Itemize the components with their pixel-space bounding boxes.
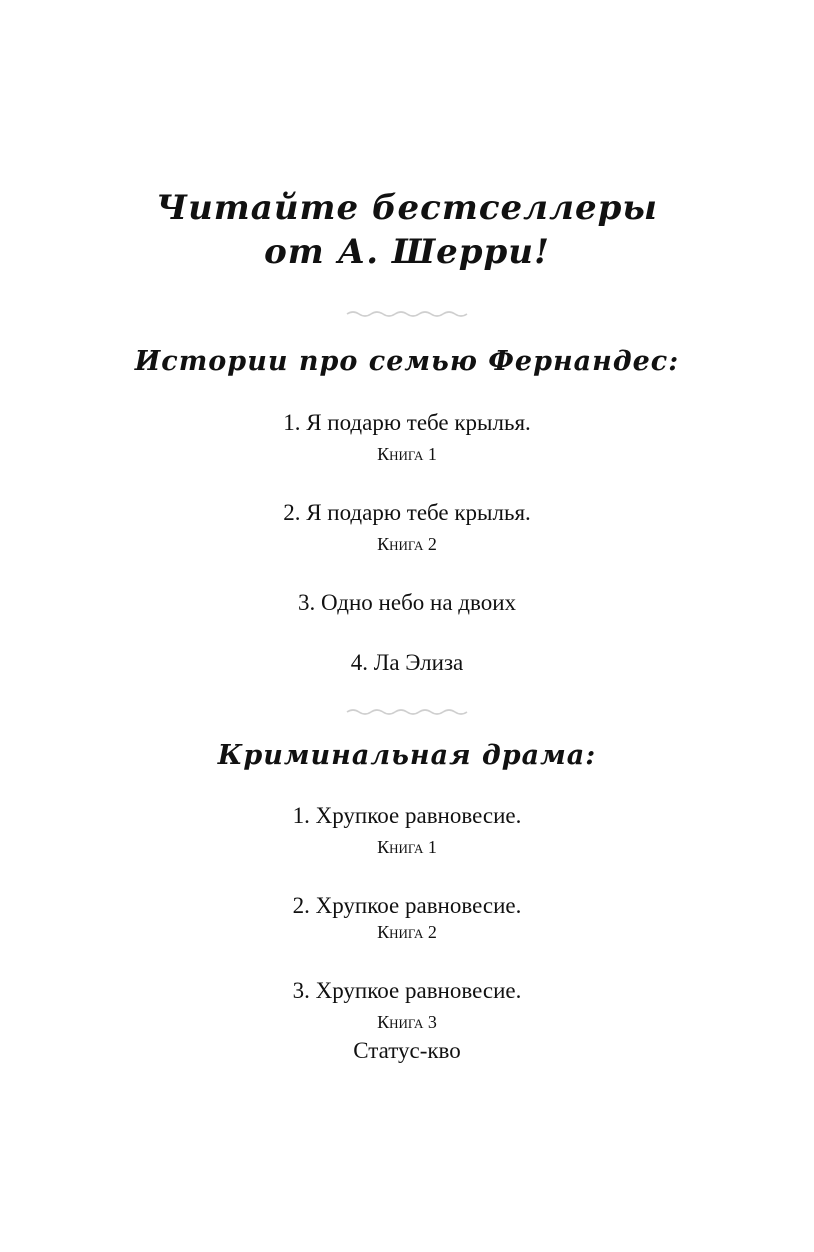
book-subtitle: Книга 1 (377, 837, 437, 857)
book-extra-title: Статус-кво (353, 1038, 461, 1063)
section-heading-fernandes: Истории про семью Фернандес: (134, 346, 680, 377)
wave-divider-icon (346, 309, 468, 319)
book-subtitle: Книга 3 (377, 1012, 437, 1032)
book-title: 3. Одно небо на двоих (297, 590, 517, 615)
title-line-1: Читайте бестселлеры (156, 188, 658, 228)
book-subtitle: Книга 1 (377, 444, 437, 464)
book-title: 3. Хрупкое равновесие. (292, 978, 522, 1003)
book-title: 2. Я подарю тебе крылья. (283, 500, 531, 525)
book-title: 1. Я подарю тебе крылья. (283, 410, 531, 435)
book-title: 1. Хрупкое равновесие. (292, 803, 522, 828)
section-heading-crime-drama: Криминальная драма: (217, 740, 597, 771)
wave-divider-icon (346, 707, 468, 717)
book-title: 2. Хрупкое равновесие. (292, 893, 522, 918)
book-subtitle: Книга 2 (377, 534, 437, 554)
title-line-2: от А. Шерри! (264, 232, 550, 272)
book-subtitle: Книга 2 (377, 922, 437, 942)
book-title: 4. Ла Элиза (350, 650, 464, 675)
